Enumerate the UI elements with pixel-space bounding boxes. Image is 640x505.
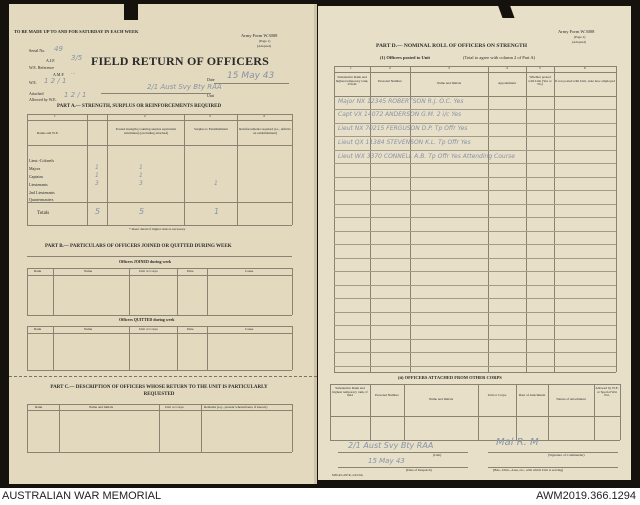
rank-quartermasters: Quartermasters: [29, 197, 54, 202]
part-a-title: PART A.— STRENGTH, SURPLUS OR REINFORCEMENTS REQUIRED: [57, 104, 222, 109]
amf-label: A.M.F.: [53, 72, 65, 77]
total-posted: 5: [139, 207, 145, 216]
roll-row-line: [334, 177, 616, 178]
col-num-2: 2: [144, 114, 146, 118]
allowed-label: Allowed by W.E.: [29, 97, 57, 102]
col-num-4: 4: [263, 114, 265, 118]
roll-row-line: [334, 298, 616, 299]
d-col-name: Name and Initials: [436, 81, 462, 85]
roll-row-line: [334, 271, 616, 272]
roll-row-line: [334, 339, 616, 340]
we-label: W.E.: [29, 80, 37, 85]
signature-caption: (Signature of Commander): [548, 453, 585, 457]
quitted-col-name: Name: [84, 327, 93, 331]
d-col-employed: If not posted with Unit, state how employed: [555, 79, 615, 83]
unit-handwritten: 2/1 Aust Svy Bty RAA: [348, 441, 434, 450]
roll-row-line: [334, 352, 616, 353]
part-c-col-unit: Unit or Corps: [165, 405, 184, 409]
tape-mark: [497, 4, 514, 18]
aif-value: 3/5: [71, 54, 83, 62]
part-d-sub-2: (ii) OFFICERS ATTACHED FROM OTHER CORPS: [398, 375, 502, 380]
joined-col-unit: Unit or Corps: [139, 269, 158, 273]
att-col-number: Personal Number: [375, 393, 399, 397]
attached-value: 1 2 / 1: [64, 91, 87, 99]
we-lieutenants: 3: [95, 180, 99, 187]
d-col-num-3: 3: [448, 66, 450, 70]
att-col-unit: Unit or Corps: [487, 393, 507, 397]
we-value: 1 2 / 1: [44, 77, 67, 85]
rank-lieutenants: Lieutenants: [29, 182, 48, 187]
d-col-num-2: 2: [389, 66, 391, 70]
col-header-reinf: Reinforcements required (i.e., deficits on establishment): [239, 127, 291, 135]
reinf-lieutenants: 1: [214, 180, 218, 187]
joined-col-name: Name: [84, 269, 93, 273]
part-c-col-remarks: Remarks (e.g., present whereabouts, if known): [204, 405, 268, 409]
rank-lieut-colonels: Lieut.-Colonels: [29, 158, 54, 163]
we-majors: 1: [95, 164, 99, 171]
tape-mark: [124, 2, 138, 20]
col-num-3: 3: [209, 114, 211, 118]
quitted-col-unit: Unit or Corps: [139, 327, 158, 331]
form-page-1: [9, 4, 317, 484]
amf-value: ...: [71, 70, 76, 76]
serial-value: 49: [54, 45, 63, 53]
att-col-allowed: Allowed by W.E. or Special War Est.: [595, 386, 619, 398]
we-ref-label: W.E. Reference: [29, 65, 55, 70]
part-d-sub-1: (1) Officers posted to Unit: [380, 55, 430, 60]
part-d-sub-1-note: (Total to agree with column 2 of Part A): [463, 55, 536, 60]
date-label: Date: [207, 77, 215, 82]
roll-row-line: [334, 244, 616, 245]
form-adopted-2: (Adopted): [572, 40, 586, 44]
d-col-num-5: 5: [539, 66, 541, 70]
roll-row-line: [334, 109, 616, 110]
posted-captains: 1: [139, 172, 143, 179]
d-col-num-4: 4: [506, 66, 508, 70]
roll-row-line: [334, 123, 616, 124]
date-handwritten: 15 May 43: [368, 457, 405, 465]
part-c-col-rank: Rank: [35, 405, 43, 409]
roll-row-line: [334, 312, 616, 313]
aif-label: A.I.F.: [46, 58, 56, 63]
posted-majors: 1: [139, 164, 143, 171]
roll-row-line: [334, 217, 616, 218]
archive-accession-number: AWM2019.366.1294: [536, 490, 636, 502]
quitted-col-rank: Rank: [34, 327, 42, 331]
form-page: (Page 1): [259, 39, 271, 43]
att-col-name: Name and Initials: [428, 397, 454, 401]
unit-caption: (Unit): [433, 453, 442, 457]
date-value: 15 May 43: [227, 71, 275, 81]
att-col-date: Date of Attachment: [518, 393, 546, 397]
joined-col-rank: Rank: [34, 269, 42, 273]
posted-lieutenants: 3: [139, 180, 143, 187]
total-we: 5: [95, 207, 101, 216]
serial-label: Serial No.: [29, 48, 46, 53]
top-note: TO BE MADE UP TO AND FOR SATURDAY IN EACH WEEK: [14, 29, 139, 34]
roll-row-line: [334, 231, 616, 232]
col-header-surplus: Surplus to Establishment: [194, 127, 228, 131]
roll-row-1: Major NX 12345 ROBERTSON R.J. O.C. Yes: [338, 98, 464, 105]
col-header-posted: Posted strength (counting surplus equivalent substitutes) (excluding attached): [115, 127, 177, 135]
totals-label: Totals: [37, 211, 50, 216]
part-c-col-name: Name and Initials: [89, 405, 114, 409]
roll-row-3: Lieut NX 70215 FERGUSON D.P. Tp Offr Yes: [338, 125, 468, 132]
roll-row-5: Lieut WX 3370 CONNELL A.B. Tp Offr Yes Attending Course: [338, 153, 515, 160]
form-adopted: (Adopted): [257, 44, 271, 48]
rank-2nd-lieutenants: 2nd Lieutenants: [29, 190, 55, 195]
unit-label: Unit: [207, 93, 215, 98]
total-reinf: 1: [214, 207, 220, 216]
joined-label: Officers JOINED during week: [119, 259, 172, 264]
quitted-label: Officers QUITTED during week: [119, 317, 175, 322]
archive-credit: AUSTRALIAN WAR MEMORIAL: [2, 490, 162, 502]
bde-caption: (Bde., Divn., Area, etc., with which Unit is serving): [493, 468, 564, 472]
joined-col-date: Date: [187, 269, 194, 273]
roll-row-line: [334, 325, 616, 326]
form-title: FIELD RETURN OF OFFICERS: [91, 54, 270, 68]
col-num-1: 1: [54, 114, 56, 118]
d-col-num-1: 1: [350, 66, 352, 70]
roll-row-line: [334, 136, 616, 137]
quitted-col-date: Date: [187, 327, 194, 331]
roll-row-line: [334, 150, 616, 151]
signature-handwritten: Mal R. M: [496, 437, 539, 448]
d-col-rank: Substantive Rank and highest temporary rank, if held: [335, 75, 369, 87]
att-col-nature: Nature of Attachment: [556, 397, 586, 401]
rank-captains: Captains: [29, 174, 43, 179]
col-header-ranks: Ranks and W.E.: [37, 131, 59, 135]
printer-note: M36-R.G.P.F.R.-2/43-5m.: [332, 473, 364, 477]
roll-row-2: Capt VX 14072 ANDERSON G.M. 2 i/c Yes: [338, 111, 462, 118]
rank-majors: Majors: [29, 166, 41, 171]
form-page-2-label: (Page 2): [574, 35, 586, 39]
part-c-title: PART C.— DESCRIPTION OF OFFICERS WHOSE RETURN TO THE UNIT IS PARTICULARLY REQUESTED: [50, 385, 268, 397]
roll-row-line: [334, 163, 616, 164]
roll-row-line: [334, 366, 616, 367]
d-col-posted: Whether posted with Unit (Yes or No): [528, 75, 552, 87]
roll-row-line: [334, 190, 616, 191]
form-id-2: Army Form W.3008: [558, 29, 595, 34]
attached-label: Attached: [29, 91, 44, 96]
roll-row-4: Lieut QX 11384 STEVENSON K.L. Tp Offr Yes: [338, 139, 471, 146]
d-col-appointment: Appointment: [498, 81, 516, 85]
quitted-col-cause: Cause: [245, 327, 254, 331]
part-a-footnote: * Insert detail of higher rank as necessary: [129, 227, 186, 231]
form-id: Army Form W.3008: [241, 33, 278, 38]
att-col-rank: Substantive Rank and highest temporary rank, if held: [332, 386, 368, 398]
we-captains: 1: [95, 172, 99, 179]
despatch-caption: (Date of Despatch): [406, 468, 432, 472]
d-col-number: Personal Number: [378, 79, 402, 83]
form-page-2: [318, 6, 631, 480]
unit-value: 2/1 Aust Svy Bty RAA: [147, 83, 222, 91]
part-b-title: PART B.— PARTICULARS OF OFFICERS JOINED OR QUITTED DURING WEEK: [45, 244, 232, 249]
d-col-num-6: 6: [584, 66, 586, 70]
joined-col-cause: Cause: [245, 269, 254, 273]
roll-row-line: [334, 204, 616, 205]
part-d-title: PART D.— NOMINAL ROLL OF OFFICERS ON STRENGTH: [376, 43, 527, 49]
roll-row-line: [334, 285, 616, 286]
roll-row-line: [334, 258, 616, 259]
